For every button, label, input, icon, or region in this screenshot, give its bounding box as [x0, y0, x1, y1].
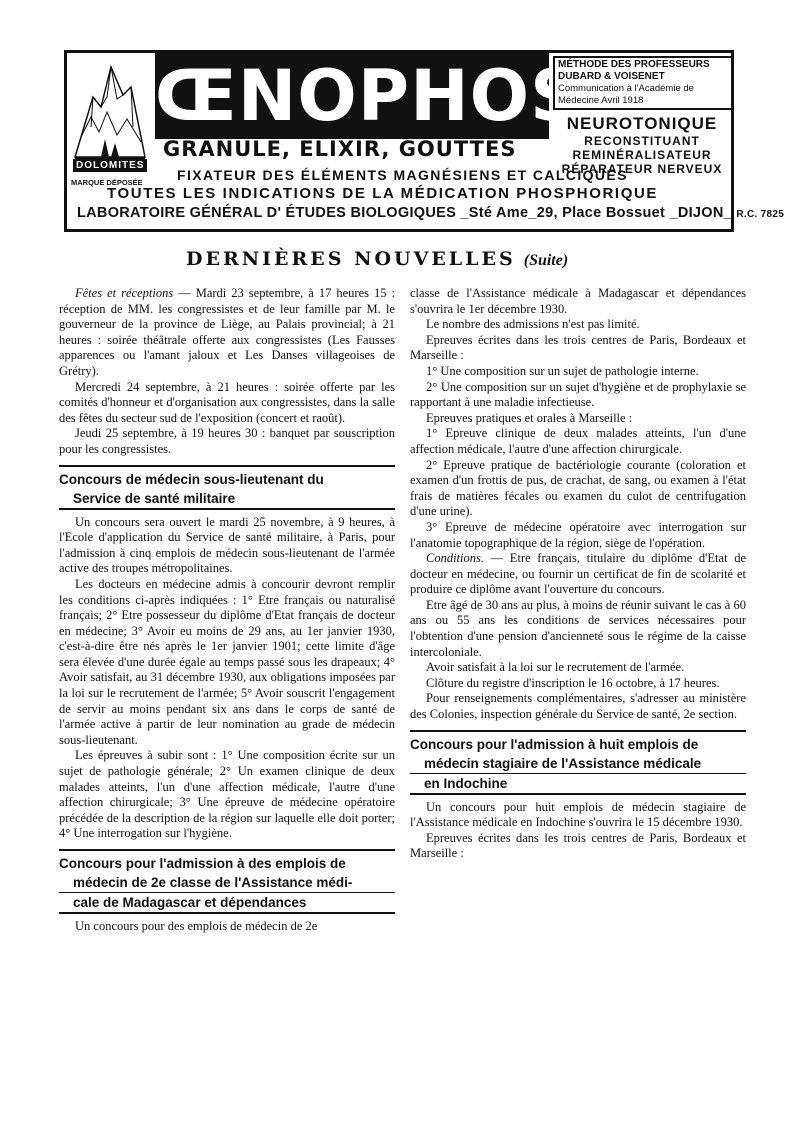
paragraph: Epreuves écrites dans les trois centres de Paris, Bordeaux et Marseille :: [410, 332, 746, 363]
brand-logo: ŒNOPHOS: [155, 55, 582, 137]
paragraph: Un concours sera ouvert le mardi 25 novembre, à 9 heures, à l'Ecole d'application du Service de santé militaire, à Paris, pour l'admission à cinq emplois de médecin sous-lieutenant de l'armée active des troupes métropolitaines.: [59, 514, 395, 576]
indications-line: TOUTES LES INDICATIONS DE LA MÉDICATION PHOSPHORIQUE: [107, 185, 659, 202]
page-title: [186, 248, 568, 270]
heading-line: médecin de 2e classe de l'Assistance médi-: [59, 873, 395, 893]
right-column: [410, 286, 746, 862]
section-heading: [410, 730, 746, 795]
paragraph: Les épreuves à subir sont : 1° Une composition écrite sur un sujet de pathologie générale; 2° Un examen clinique de deux malades atteints, l'un d'une affection médicale, l'autre d'une affection chirurgicale; 3° Une épreuve de médecine opératoire précédée de la description de la région sur laquelle elle doit porter; 4° Une interrogation sur l'hygiène.: [59, 748, 395, 841]
paragraph: 1° Une composition sur un sujet de pathologie interne.: [426, 363, 699, 378]
neurotonique-label: NEUROTONIQUE: [566, 114, 718, 133]
paragraph: Jeudi 25 septembre, à 19 heures 30 : banquet par souscription pour les congressistes.: [59, 426, 395, 456]
section-heading: [59, 849, 395, 914]
heading-line: Service de santé militaire: [59, 489, 395, 510]
property-line: REMINÉRALISATEUR: [572, 148, 712, 162]
paragraph: 2° Epreuve pratique de bactériologie courante (coloration et examen d'un frottis de pus, de crachat, de sang, ou examen à l'état frais de matières fécales ou examen du culot de centrifugation d'une urine).: [410, 457, 746, 519]
communication-line: Communication à l'Académie de Médecine Avril 1918: [558, 83, 694, 106]
paragraph-lead: Fêtes et réceptions: [75, 286, 174, 300]
property-line: RÉPARATEUR NERVEUX: [561, 162, 723, 176]
left-column: [59, 286, 395, 935]
paragraph: Le nombre des admissions n'est pas limité.: [426, 317, 640, 332]
paragraph: 2° Une composition sur un sujet d'hygiène et de prophylaxie se rapportant à une maladie infectieuse.: [410, 379, 746, 410]
laboratory-address: LABORATOIRE GÉNÉRAL D' ÉTUDES BIOLOGIQUES _Sté Ame_29, Place Bossuet _DIJON_: [77, 205, 733, 221]
paragraph: Mercredi 24 septembre, à 21 heures : soirée offerte par les comités d'honneur et d'organisation aux congressistes, dans la salle des fêtes du secteur sud de l'exposition (concert et raoût).: [59, 379, 395, 425]
paragraph: Les docteurs en médecine admis à concourir devront remplir les conditions ci-après indiquées : 1° Etre français ou naturalisé français; 2° Etre possesseur du diplôme d'Etat français de docteur en médecine; 3° Avoir eu moins de 29 ans, au 1er janvier 1930, c'est-à-dire être nés après le 1er janvier 1901; cette limite d'âge sera élevée d'une durée égale au temps passé sous les drapeaux; 4° Avoir satisfait, au 31 décembre 1930, aux obligations imposées par la loi sur le recrutement de l'armée; 5° Avoir souscrit l'engagement de servir au moins pendant six ans dans le corps de santé de l'armée active à partir de leur nomination au grade de médecin sous-lieutenant.: [59, 576, 395, 747]
product-forms: GRANULÉ, ÉLIXIR, GOUTTES: [163, 137, 517, 161]
oenophos-advertisement: [64, 50, 785, 232]
paragraph: Un concours pour huit emplois de médecin stagiaire de l'Assistance médicale en Indochine s'ouvrira le 15 décembre 1930.: [410, 799, 746, 830]
paragraph: [410, 551, 746, 598]
paragraph-text: — Mardi 23 septembre, à 17 heures 15 : réception de MM. les congressistes et de leur famille par M. le gouverneur de la province de Liège, au Palais provincial; à 21 heures : soirée théâtrale offerte aux congressistes (Les Fausses apparences ou l'amant jaloux et Les Danses villageoises de Grétry).: [59, 286, 395, 378]
heading-line: Concours de médecin sous-lieutenant du: [59, 465, 395, 489]
heading-line: médecin stagiaire de l'Assistance médicale: [410, 754, 746, 774]
method-line: MÉTHODE DES PROFESSEURS DUBARD & VOISENET: [558, 59, 710, 82]
property-line: RECONSTITUANT: [584, 134, 700, 148]
title-suite: (Suite): [523, 252, 569, 269]
paragraph: Pour renseignements complémentaires, s'adresser au ministère des Colonies, inspection générale du Service de santé, 2e section.: [410, 691, 746, 722]
paragraph: 3° Epreuve de médecine opératoire avec interrogation sur l'anatomie topographique de la région, siège de l'opération.: [410, 519, 746, 550]
ad-right-block: [551, 53, 733, 176]
paragraph: Un concours pour des emplois de médecin de 2e: [75, 919, 318, 933]
paragraph: Avoir satisfait à la loi sur le recrutement de l'armée.: [426, 660, 685, 675]
heading-line: en Indochine: [410, 774, 746, 795]
paragraph-lead: Conditions.: [426, 551, 484, 566]
paragraph: classe de l'Assistance médicale à Madagascar et dépendances s'ouvrira le 1er décembre 1930.: [410, 286, 746, 316]
rc-number: R.C. 7825: [736, 209, 785, 220]
fixateur-line: FIXATEUR DES ÉLÉMENTS MAGNÉSIENS ET CALCIQUES: [177, 167, 628, 183]
paragraph-text: — Etre français, titulaire du diplôme d'Etat de docteur en médecine, ou fournir un certificat de fin de scolarité et produire ce diplôme avant l'ouverture du concours.: [410, 551, 746, 597]
heading-line: Concours pour l'admission à huit emplois de: [410, 730, 746, 754]
section-heading: [59, 465, 395, 510]
title-text: DERNIÈRES NOUVELLES: [186, 248, 516, 270]
trademark-label: MARQUE DÉPOSÉE: [71, 178, 143, 187]
paragraph: Etre âgé de 30 ans au plus, à moins de réunir suivant le cas à 60 ans ou 55 ans les conditions de services nécessaires pour l'obtention d'une pension d'ancienneté sous le régime de la caisse intercoloniale.: [410, 597, 746, 659]
paragraph: 1° Epreuve clinique de deux malades atteints, l'un d'une affection médicale, l'autre d'une affection chirurgicale.: [410, 426, 746, 456]
method-box: [553, 56, 733, 110]
dolomites-label: DOLOMITES: [73, 159, 147, 172]
paragraph: Epreuves pratiques et orales à Marseille :: [426, 410, 633, 425]
laboratory-line: [77, 205, 784, 221]
paragraph: [59, 286, 395, 380]
heading-line: Concours pour l'admission à des emplois de: [59, 849, 395, 873]
heading-line: cale de Madagascar et dépendances: [59, 893, 395, 914]
paragraph: Clôture du registre d'inscription le 16 octobre, à 17 heures.: [426, 675, 720, 690]
paragraph: Epreuves écrites dans les trois centres de Paris, Bordeaux et Marseille :: [410, 830, 746, 861]
